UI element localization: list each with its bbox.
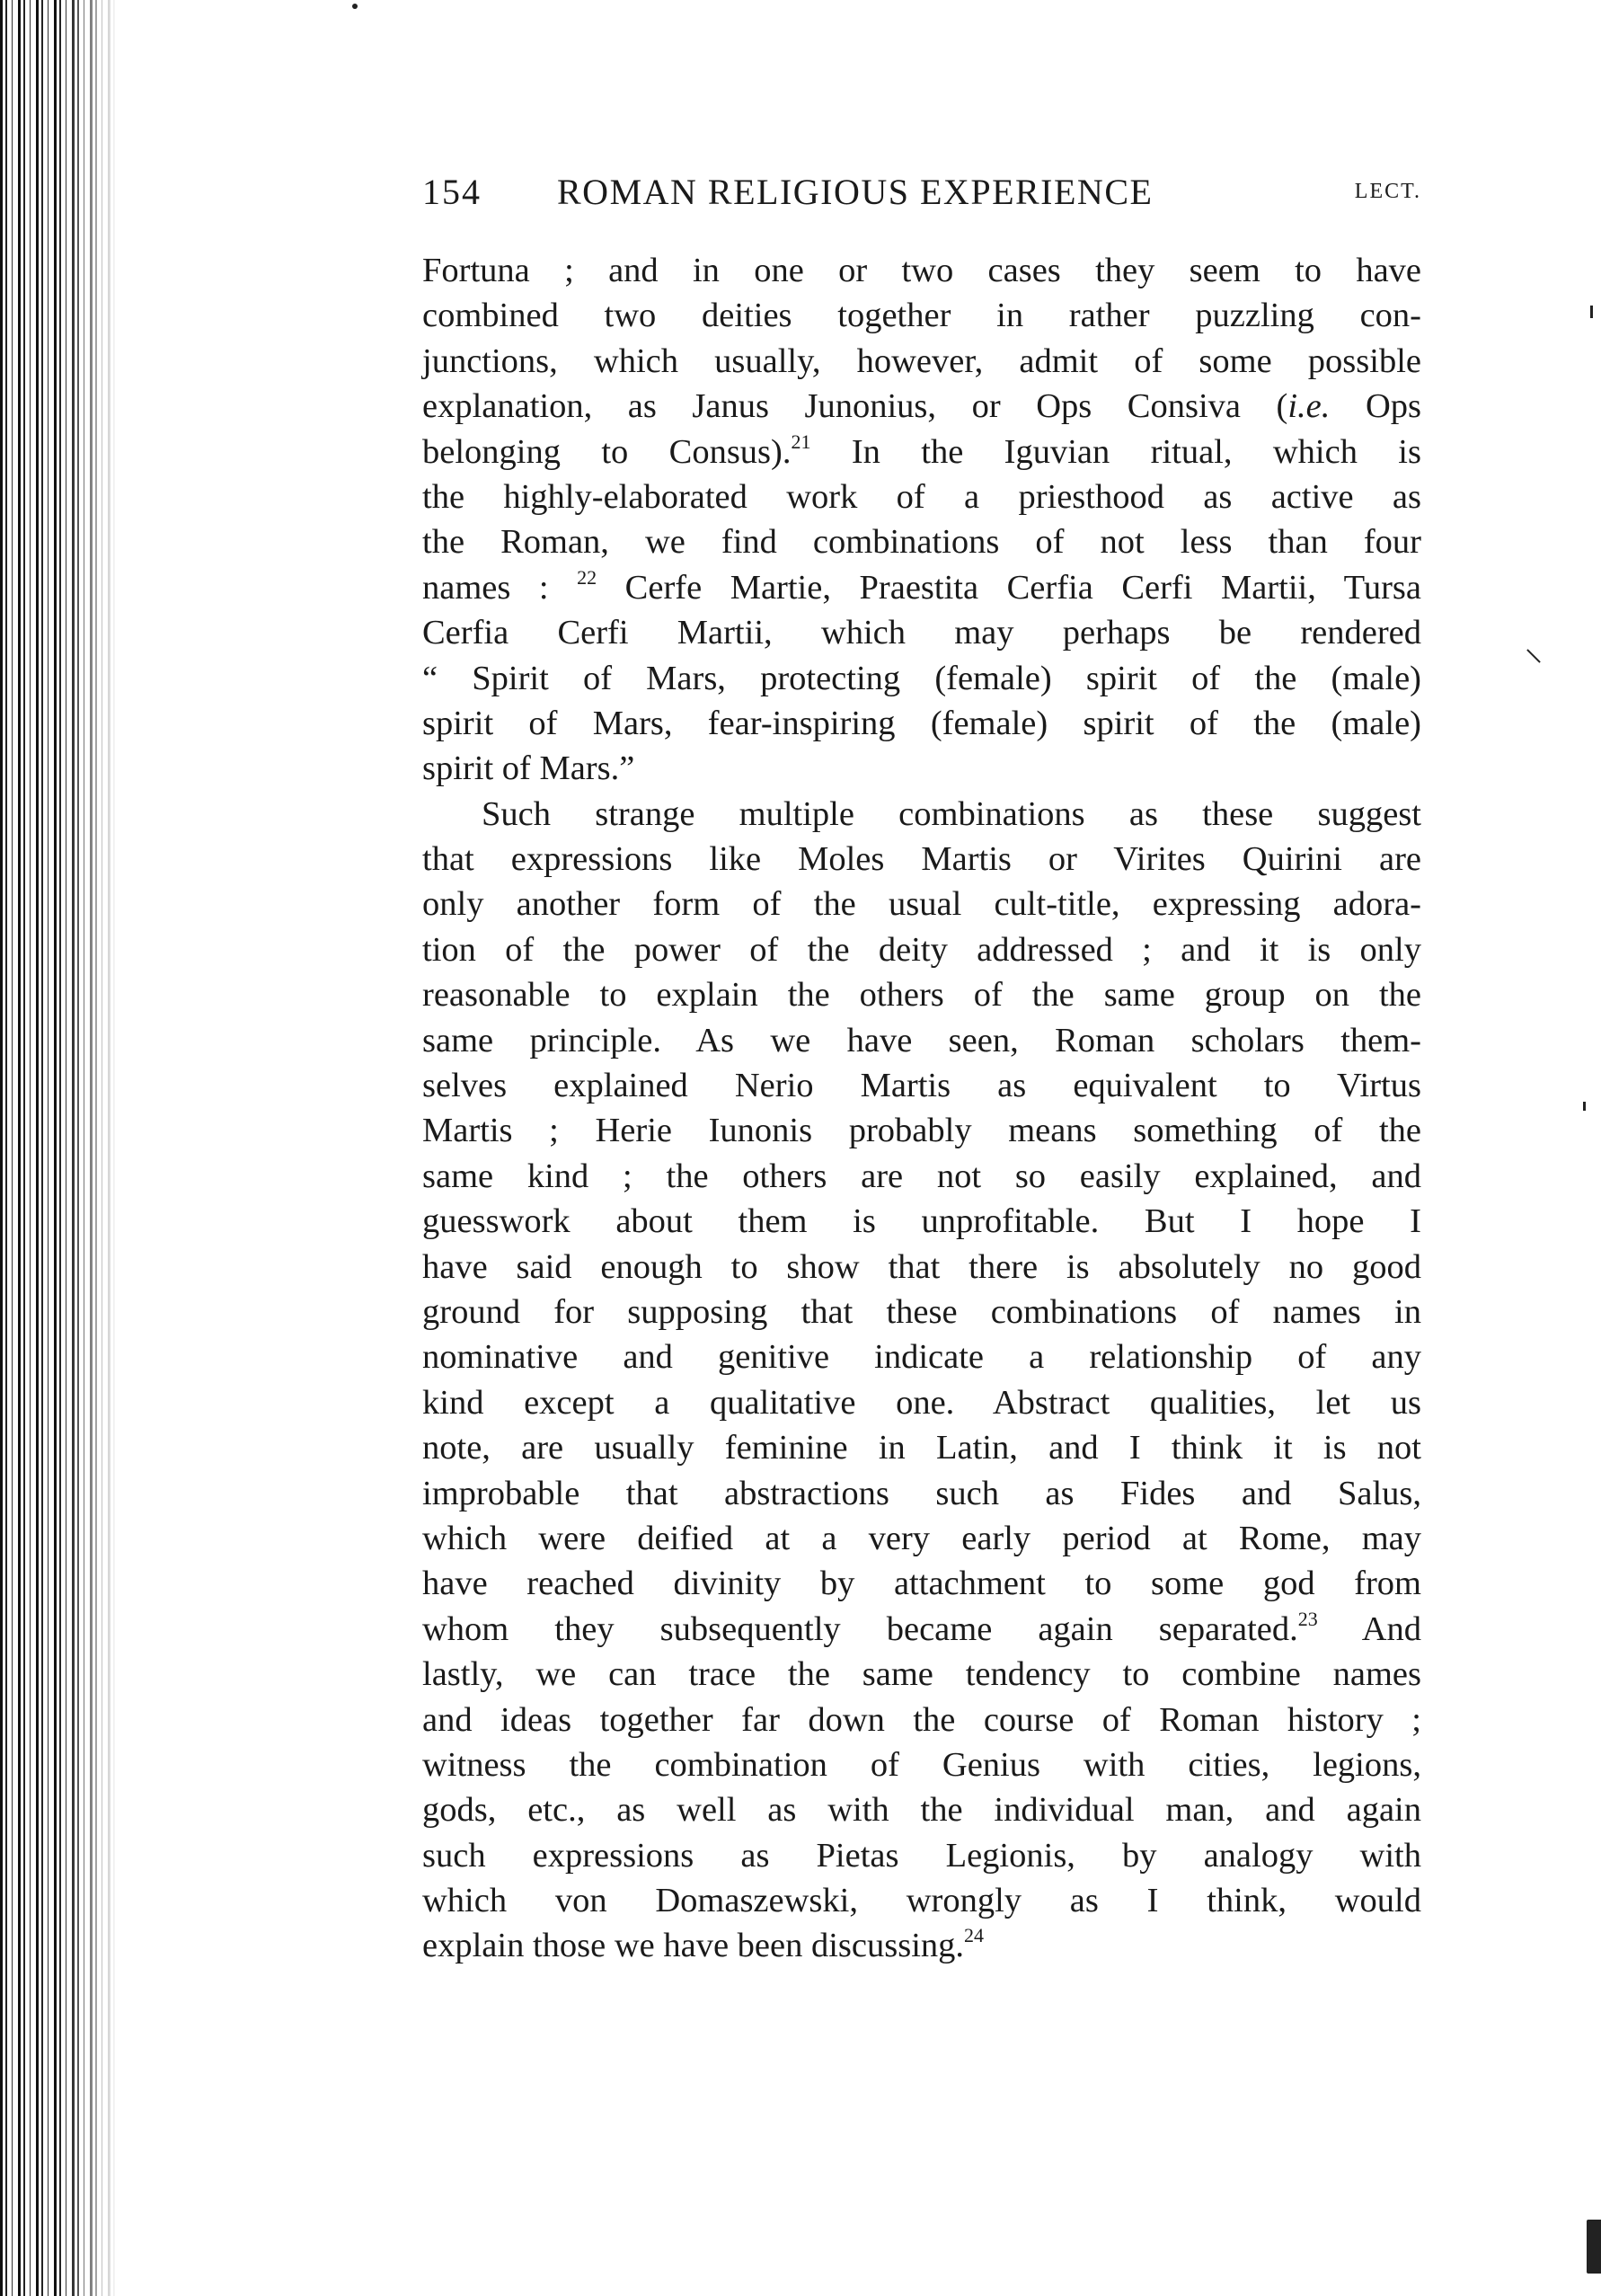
line-text: explanation, as Janus Junonius, or Ops Consiva (i.e. Ops [422, 387, 1421, 426]
line-text: combined two deities together in rather puzzling con- [422, 297, 1421, 335]
line-text: lastly, we can trace the same tendency to combine names [422, 1655, 1421, 1694]
text-line [422, 1471, 1421, 1516]
line-text: Martis ; Herie Iunonis probably means something of the [422, 1112, 1421, 1150]
text-line [422, 1063, 1421, 1108]
text-line [422, 1245, 1421, 1290]
line-text: spirit of Mars, fear-inspiring (female) spirit of the (male) [422, 704, 1421, 742]
line-text: kind except a qualitative one. Abstract qualities, let us [422, 1383, 1421, 1422]
text-line [422, 927, 1421, 972]
text-line [422, 1652, 1421, 1697]
text-line [422, 1108, 1421, 1153]
line-text: such expressions as Pietas Legionis, by analogy with [422, 1836, 1421, 1875]
text-line [422, 882, 1421, 926]
text-line [422, 1516, 1421, 1561]
text-line [422, 972, 1421, 1017]
paragraph [422, 248, 1421, 792]
line-text: Cerfia Cerfi Martii, which may perhaps be rendered [422, 614, 1421, 652]
book-binding-edge [0, 0, 117, 2296]
text-line [422, 1380, 1421, 1425]
footnote-reference[interactable]: 23 [1297, 1607, 1318, 1630]
line-text: same kind ; the others are not so easily explained, and [422, 1157, 1421, 1195]
text-line [422, 1154, 1421, 1199]
text-line [422, 339, 1421, 384]
text-line [422, 701, 1421, 746]
section-mark: LECT. [1354, 180, 1421, 203]
text-line [422, 1561, 1421, 1606]
footnote-reference[interactable]: 21 [791, 430, 811, 453]
text-line [422, 746, 1421, 791]
line-text: the Roman, we find combinations of not less than four [422, 523, 1421, 562]
text-line [422, 1698, 1421, 1742]
text-line [422, 293, 1421, 338]
line-text: nominative and genitive indicate a relationship of any [422, 1338, 1421, 1377]
text-line [422, 474, 1421, 519]
paragraph-container [422, 248, 1421, 1969]
text-line [422, 519, 1421, 564]
scan-speck [1526, 649, 1541, 663]
scan-speck [1583, 1102, 1586, 1111]
line-text: belonging to Consus). [422, 432, 792, 471]
line-text: Fortuna ; and in one or two cases they seem to have [422, 252, 1421, 289]
text-line [422, 1290, 1421, 1334]
line-text-continued: And [1317, 1609, 1422, 1648]
line-text: reasonable to explain the others of the same group on the [422, 976, 1421, 1015]
text-line [422, 1199, 1421, 1244]
text-line [422, 248, 1421, 293]
line-text: that expressions like Moles Martis or Virites Quirini are [422, 840, 1421, 879]
text-line [422, 1425, 1421, 1470]
line-text: tion of the power of the deity addressed ; and it is only [422, 930, 1421, 969]
text-line [422, 565, 1421, 610]
text-line [422, 837, 1421, 882]
text-line [422, 1607, 1421, 1652]
line-text: which were deified at a very early period at Rome, may [422, 1519, 1421, 1557]
line-text: whom they subsequently became again separated. [422, 1609, 1298, 1648]
line-text: same principle. As we have seen, Roman scholars them- [422, 1021, 1421, 1059]
line-text: gods, etc., as well as with the individual man, and again [422, 1791, 1421, 1830]
line-text: which von Domaszewski, wrongly as I think, would [422, 1882, 1421, 1920]
line-text: have said enough to show that there is absolutely no good [422, 1247, 1421, 1286]
line-text: note, are usually feminine in Latin, and I think it is not [422, 1429, 1421, 1467]
text-line [422, 384, 1421, 429]
page-number: 154 [422, 172, 482, 212]
line-text: have reached divinity by attachment to some god from [422, 1565, 1421, 1603]
text-line [422, 1923, 1421, 1968]
scan-speck [1590, 306, 1593, 318]
text-line [422, 610, 1421, 655]
line-text: and ideas together far down the course of Roman history ; [422, 1700, 1421, 1739]
line-text: names : [422, 568, 578, 607]
line-text: junctions, which usually, however, admit of some possible [422, 341, 1421, 380]
text-line [422, 1787, 1421, 1832]
line-text: spirit of Mars.” [422, 749, 635, 788]
line-text-continued: Cerfe Martie, Praestita Cerfia Cerfi Martii, Tursa [597, 568, 1421, 607]
text-line [422, 1742, 1421, 1787]
footnote-reference[interactable]: 22 [577, 565, 597, 589]
line-text: selves explained Nerio Martis as equivalent to Virtus [422, 1067, 1421, 1105]
body-text [422, 248, 1421, 1969]
text-line [422, 656, 1421, 701]
text-line [422, 1833, 1421, 1878]
scan-speck [1587, 2220, 1601, 2274]
running-title: ROMAN RELIGIOUS EXPERIENCE [557, 172, 1154, 212]
page-header [422, 171, 1421, 217]
line-text: the highly-elaborated work of a priesthood as active as [422, 477, 1421, 516]
paragraph [422, 792, 1421, 1969]
line-text: “ Spirit of Mars, protecting (female) spirit of the (male) [422, 659, 1421, 697]
line-text: Such strange multiple combinations as these suggest [482, 794, 1421, 833]
line-text: explain those we have been discussing. [422, 1927, 965, 1965]
line-text: guesswork about them is unprofitable. But I hope I [422, 1202, 1421, 1241]
text-line [422, 1018, 1421, 1063]
line-text: witness the combination of Genius with cities, legions, [422, 1745, 1421, 1784]
line-text-continued: In the Iguvian ritual, which is [810, 432, 1421, 471]
text-line [422, 430, 1421, 474]
line-text: only another form of the usual cult-title, expressing adora- [422, 885, 1421, 924]
line-text: improbable that abstractions such as Fides and Salus, [422, 1474, 1421, 1512]
scan-speck [352, 4, 358, 9]
text-line [422, 792, 1421, 837]
text-line [422, 1878, 1421, 1923]
text-line [422, 1334, 1421, 1379]
footnote-reference[interactable]: 24 [964, 1924, 985, 1947]
line-text: ground for supposing that these combinations of names in [422, 1292, 1421, 1331]
